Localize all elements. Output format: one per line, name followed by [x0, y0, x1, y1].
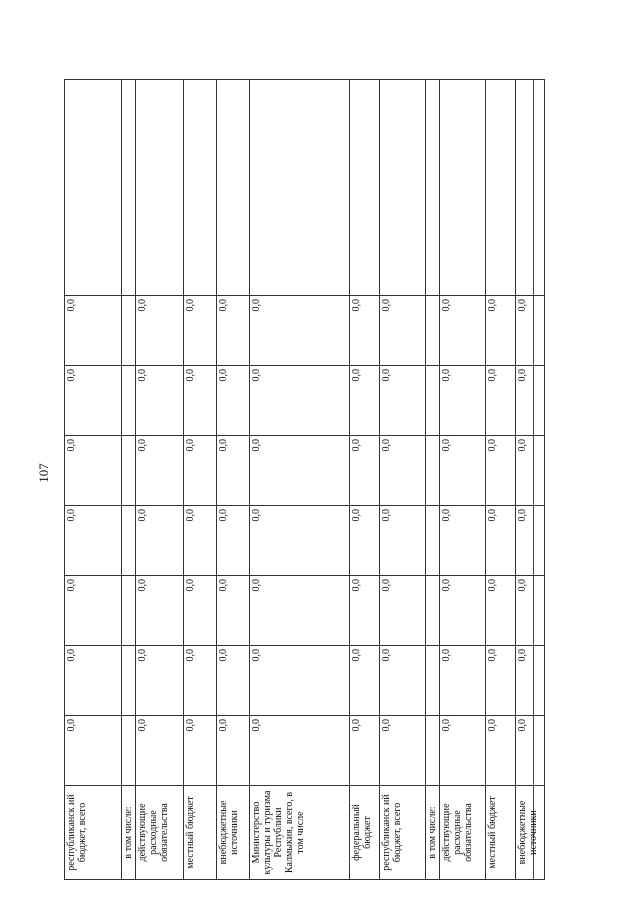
value-cell: 0,0 [486, 506, 516, 576]
value-cell: 0,0 [136, 646, 184, 716]
value-cell: 0,0 [486, 296, 516, 366]
value-cell: 0,0 [440, 646, 486, 716]
value-cell: 0,0 [65, 646, 122, 716]
value-cell: 0,0 [136, 576, 184, 646]
value-cell: 0,0 [440, 436, 486, 506]
value-cell: 0,0 [350, 436, 380, 506]
budget-table [64, 79, 545, 880]
value-cell: 0,0 [65, 296, 122, 366]
value-cell [122, 646, 136, 716]
empty-cell [250, 80, 350, 296]
empty-cell [136, 80, 184, 296]
value-cell [426, 646, 440, 716]
row-label: Министерство культуры и туризма Республики Калмыкия, всего, в том числе [250, 786, 350, 880]
row-label: республиканск ий бюджет, всего [380, 786, 426, 880]
value-cell: 0,0 [516, 506, 545, 576]
empty-cell [350, 80, 380, 296]
value-cell: 0,0 [516, 296, 545, 366]
value-cell [122, 436, 136, 506]
table-row [250, 80, 350, 880]
empty-cell [122, 80, 136, 296]
table-row [350, 80, 380, 880]
value-cell [426, 506, 440, 576]
value-cell [122, 716, 136, 786]
row-label: федеральный бюджет [350, 786, 380, 880]
value-cell: 0,0 [516, 576, 545, 646]
value-cell: 0,0 [440, 506, 486, 576]
value-cell: 0,0 [380, 506, 426, 576]
value-cell: 0,0 [217, 296, 250, 366]
empty-cell [426, 80, 440, 296]
value-cell: 0,0 [136, 436, 184, 506]
table-row [184, 80, 217, 880]
value-cell: 0,0 [136, 366, 184, 436]
rotated-table-wrapper [64, 80, 539, 880]
value-cell: 0,0 [65, 576, 122, 646]
value-cell: 0,0 [486, 366, 516, 436]
value-cell: 0,0 [250, 716, 350, 786]
value-cell: 0,0 [65, 366, 122, 436]
table-row [516, 80, 545, 880]
value-cell: 0,0 [250, 436, 350, 506]
value-cell [426, 366, 440, 436]
value-cell: 0,0 [380, 296, 426, 366]
empty-cell [380, 80, 426, 296]
value-cell [122, 296, 136, 366]
value-cell: 0,0 [380, 646, 426, 716]
value-cell: 0,0 [184, 366, 217, 436]
value-cell: 0,0 [250, 646, 350, 716]
value-cell: 0,0 [217, 366, 250, 436]
value-cell: 0,0 [250, 296, 350, 366]
value-cell: 0,0 [184, 716, 217, 786]
value-cell: 0,0 [516, 716, 545, 786]
value-cell: 0,0 [516, 436, 545, 506]
value-cell: 0,0 [440, 366, 486, 436]
value-cell [426, 436, 440, 506]
value-cell [122, 576, 136, 646]
value-cell: 0,0 [350, 576, 380, 646]
table-row [380, 80, 426, 880]
table-row [217, 80, 250, 880]
value-cell [426, 576, 440, 646]
value-cell: 0,0 [380, 366, 426, 436]
value-cell: 0,0 [350, 646, 380, 716]
value-cell: 0,0 [250, 506, 350, 576]
table-row [440, 80, 486, 880]
value-cell: 0,0 [380, 436, 426, 506]
value-cell: 0,0 [65, 716, 122, 786]
value-cell: 0,0 [250, 366, 350, 436]
value-cell: 0,0 [350, 506, 380, 576]
page-number: 107 [36, 463, 51, 483]
row-label: внебюджетные источники [217, 786, 250, 880]
value-cell: 0,0 [516, 646, 545, 716]
value-cell: 0,0 [486, 436, 516, 506]
table-row [426, 80, 440, 880]
empty-cell [184, 80, 217, 296]
row-label: действующие расходные обязательства [136, 786, 184, 880]
value-cell: 0,0 [516, 366, 545, 436]
value-cell: 0,0 [350, 716, 380, 786]
value-cell [426, 716, 440, 786]
value-cell: 0,0 [380, 576, 426, 646]
value-cell: 0,0 [486, 576, 516, 646]
row-label: в том числе: [122, 786, 136, 880]
empty-cell [65, 80, 122, 296]
value-cell: 0,0 [65, 436, 122, 506]
row-label: местный бюджет [184, 786, 217, 880]
value-cell: 0,0 [184, 436, 217, 506]
value-cell: 0,0 [184, 506, 217, 576]
row-label: местный бюджет [486, 786, 516, 880]
row-label: действующие расходные обязательства [440, 786, 486, 880]
table-row [65, 80, 122, 880]
value-cell: 0,0 [440, 296, 486, 366]
value-cell: 0,0 [350, 296, 380, 366]
value-cell: 0,0 [136, 296, 184, 366]
empty-cell [486, 80, 516, 296]
row-label: республиканск ий бюджет, всего [65, 786, 122, 880]
value-cell: 0,0 [350, 366, 380, 436]
value-cell: 0,0 [217, 506, 250, 576]
value-cell: 0,0 [136, 506, 184, 576]
value-cell: 0,0 [217, 576, 250, 646]
value-cell: 0,0 [486, 716, 516, 786]
value-cell: 0,0 [184, 576, 217, 646]
value-cell: 0,0 [217, 436, 250, 506]
empty-cell [440, 80, 486, 296]
value-cell: 0,0 [380, 716, 426, 786]
table-row [122, 80, 136, 880]
empty-cell [217, 80, 250, 296]
table-row [136, 80, 184, 880]
value-cell [122, 506, 136, 576]
value-cell: 0,0 [440, 576, 486, 646]
value-cell: 0,0 [184, 296, 217, 366]
value-cell [122, 366, 136, 436]
value-cell: 0,0 [65, 506, 122, 576]
value-cell: 0,0 [217, 646, 250, 716]
value-cell: 0,0 [440, 716, 486, 786]
value-cell: 0,0 [136, 716, 184, 786]
value-cell: 0,0 [250, 576, 350, 646]
value-cell: 0,0 [217, 716, 250, 786]
value-cell: 0,0 [184, 646, 217, 716]
row-label: в том числе: [426, 786, 440, 880]
value-cell: 0,0 [486, 646, 516, 716]
table-row [486, 80, 516, 880]
value-cell [426, 296, 440, 366]
row-label: внебюджетные источники [516, 786, 545, 880]
empty-cell [516, 80, 545, 296]
